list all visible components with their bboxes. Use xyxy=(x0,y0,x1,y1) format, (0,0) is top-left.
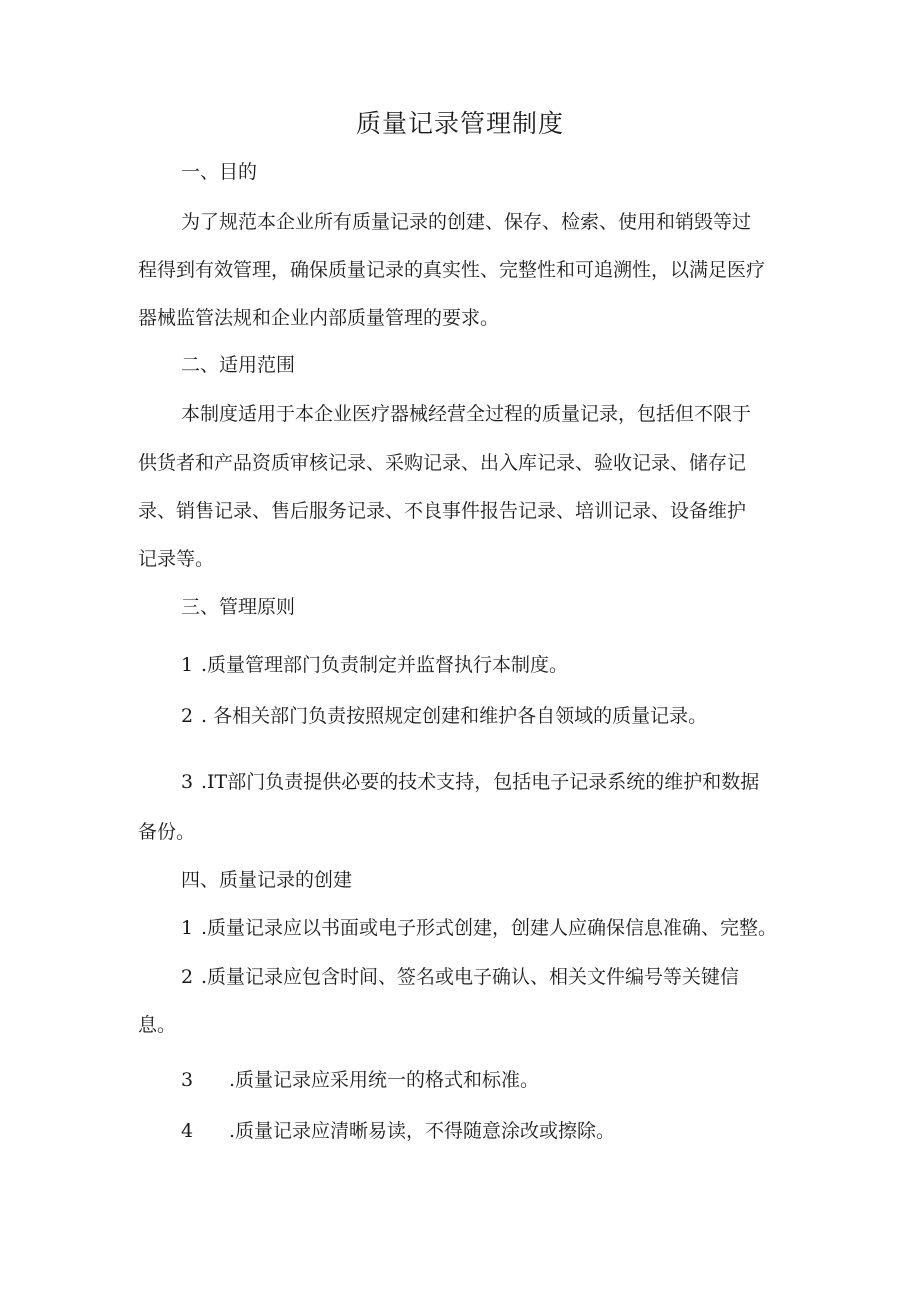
list-text: .质量记录应清晰易读，不得随意涂改或擦除。 xyxy=(229,1120,616,1142)
list-item xyxy=(181,1065,539,1095)
list-item xyxy=(181,1116,615,1146)
list-text: .质量记录应以书面或电子形式创建，创建人应确保信息准确、完整。 xyxy=(201,917,778,939)
document-title: 质量记录管理制度 xyxy=(355,109,564,138)
section-heading-creation: 四、质量记录的创建 xyxy=(181,869,353,891)
list-number: 2 xyxy=(181,705,194,727)
list-number: 3 xyxy=(181,771,194,793)
list-number: 1 xyxy=(181,917,194,939)
list-text: .质量记录应包含时间、签名或电子确认、相关文件编号等关键信 xyxy=(201,966,740,988)
list-text: .质量管理部门负责制定并监督执行本制度。 xyxy=(201,654,569,676)
list-number: 3 xyxy=(181,1069,194,1091)
list-text: .质量记录应采用统一的格式和标准。 xyxy=(229,1069,540,1091)
paragraph-line: 本制度适用于本企业医疗器械经营全过程的质量记录，包括但不限于 xyxy=(181,403,752,425)
list-number: 2 xyxy=(181,966,194,988)
paragraph-line: 供货者和产品资质审核记录、采购记录、出入库记录、验收记录、储存记 xyxy=(138,452,747,474)
paragraph-line: 记录等。 xyxy=(138,548,215,570)
section-heading-scope: 二、适用范围 xyxy=(181,354,296,376)
paragraph-line: 程得到有效管理，确保质量记录的真实性、完整性和可追溯性，以满足医疗 xyxy=(138,259,766,281)
paragraph-line: 备份。 xyxy=(138,821,196,843)
list-number: 1 xyxy=(181,654,194,676)
list-item xyxy=(181,913,777,943)
list-item xyxy=(181,767,759,797)
list-number: 4 xyxy=(181,1120,194,1142)
list-item xyxy=(181,650,568,680)
section-heading-principles: 三、管理原则 xyxy=(181,596,296,618)
paragraph-line: 录、销售记录、售后服务记录、不良事件报告记录、培训记录、设备维护 xyxy=(138,500,747,522)
section-heading-purpose: 一、目的 xyxy=(181,161,258,183)
list-text: . 各相关部门负责按照规定创建和维护各自领域的质量记录。 xyxy=(201,705,708,727)
list-item xyxy=(181,701,707,731)
paragraph-line: 器械监管法规和企业内部质量管理的要求。 xyxy=(138,307,500,329)
list-item xyxy=(181,962,739,992)
paragraph-line: 息。 xyxy=(138,1014,177,1036)
paragraph-line: 为了规范本企业所有质量记录的创建、保存、检索、使用和销毁等过 xyxy=(181,211,752,233)
list-text: .IT部门负责提供必要的技术支持，包括电子记录系统的维护和数据 xyxy=(201,771,760,793)
